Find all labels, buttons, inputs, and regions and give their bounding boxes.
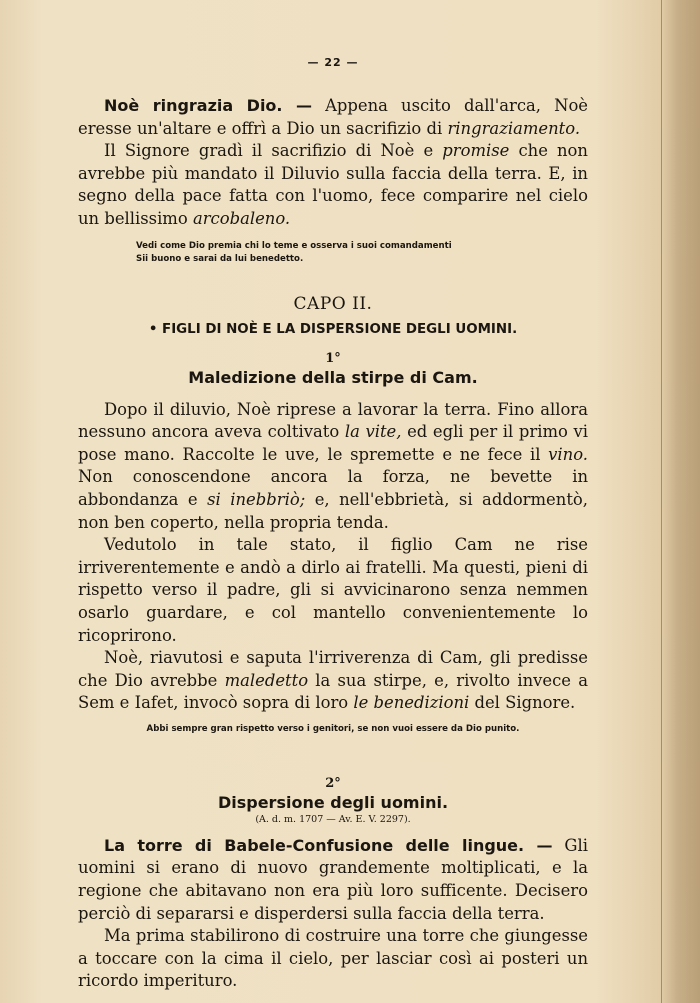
noe-note-line-2: Sii buono e sarai da lui benedetto. xyxy=(136,253,304,264)
noe-moral-note xyxy=(78,240,588,266)
section-1-title: Maledizione della stirpe di Cam. xyxy=(188,367,478,387)
s2-p1-text: Gli uomini si erano di nuovo grandemente moltiplicati, e la regione che abitavano non era più loro sufficente. Decisero perciò di separarsi e disperdersi sulla faccia della terra. xyxy=(78,835,589,923)
s1-p1-text-c: Non conoscendone ancora la forza, ne bevette in abbondanza e xyxy=(78,467,588,509)
chapter-title: CAPO II. xyxy=(293,293,373,314)
spacer xyxy=(78,734,588,762)
s1-p1-italic-1: la vite, xyxy=(344,422,402,442)
s1-p3-text-c: del Signore. xyxy=(469,693,576,713)
noe-heading: Noè ringrazia Dio. — xyxy=(104,96,312,115)
s1-p1-italic-2: vino. xyxy=(548,444,588,464)
s1-p1-italic-3: si inebbriò; xyxy=(207,489,306,509)
noe-note-line-1: Vedi come Dio premia chi lo teme e osserva i suoi comandamenti xyxy=(136,240,452,251)
noe-paragraph-1 xyxy=(78,95,588,140)
page-number: — 22 — xyxy=(307,56,359,69)
noe-p1-text: Appena uscito dall'arca, Noè eresse un'altare e offrì a Dio un sacrifizio di xyxy=(78,96,589,138)
section-2-paragraph-1 xyxy=(78,835,588,925)
section-1-paragraph-1 xyxy=(78,399,588,535)
noe-p1-italic: ringraziamento. xyxy=(447,118,581,138)
noe-p2-text-a: Il Signore gradì il sacrifizio di Noè e xyxy=(104,141,443,161)
page-content xyxy=(78,56,588,993)
section-1-paragraph-3 xyxy=(78,647,588,715)
chapter-subtitle-text: FIGLI DI NOÈ E LA DISPERSIONE DEGLI UOMINI. xyxy=(162,321,518,337)
s1-p1-text-b: ed egli per il primo vi pose mano. Raccolte le uve, le spremette e ne fece il xyxy=(78,422,588,464)
section-2-date: (A. d. m. 1707 — Av. E. V. 2297). xyxy=(255,813,411,825)
noe-p2-italic-2: arcobaleno. xyxy=(192,208,291,228)
s1-p3-text-a: Noè, riavutosi e saputa l'irriverenza di Cam, gli predisse che Dio avrebbe xyxy=(78,648,588,690)
section-1-paragraph-2: Vedutolo in tale stato, il figlio Cam ne rise irriverentemente e andò a dirlo ai fratelli. Ma questi, pieni di rispetto verso il padre, gli si avvicinarono senza nemmen osarlo guardare, e col mantello convenientemente lo ricoprirono. xyxy=(78,535,588,645)
s1-p1-text-d: e, nell'ebbrietà, si addormentò, non ben coperto, nella propria tenda. xyxy=(78,489,588,532)
noe-p2-text-b: che non avrebbe più mandato il Diluvio sulla faccia della terra. E, in segno della pace fatta con l'uomo, fece comparire nel cielo un bellissimo xyxy=(78,141,588,228)
section-2-heading: La torre di Babele-Confusione delle lingue. — xyxy=(104,835,553,855)
s1-p1-text-a: Dopo il diluvio, Noè riprese a lavorar la terra. Fino allora nessuno ancora aveva coltivato xyxy=(78,399,588,442)
page-edge xyxy=(661,0,700,1003)
s1-p3-italic-2: le benedizioni xyxy=(353,693,470,713)
noe-paragraph-2 xyxy=(78,140,588,230)
section-1-number: 1° xyxy=(325,350,341,366)
s1-p3-italic-1: maledetto xyxy=(224,670,309,690)
section-2-number: 2° xyxy=(325,775,341,791)
section-2-title: Dispersione degli uomini. xyxy=(217,792,449,812)
section-1-moral-note: Abbi sempre gran rispetto verso i genitori, se non vuoi essere da Dio punito. xyxy=(146,723,520,734)
s1-p3-text-b: la sua stirpe, e, rivolto invece a Sem e Iafet, invocò sopra di loro xyxy=(78,670,588,713)
noe-p2-italic-1: promise xyxy=(442,141,510,161)
bullet-mark: • xyxy=(148,321,163,337)
section-2-paragraph-2: Ma prima stabilirono di costruire una torre che giungesse a toccare con la cima il cielo, per lasciar così ai posteri un ricordo imperituro. xyxy=(78,926,588,991)
chapter-subtitle xyxy=(78,322,588,337)
